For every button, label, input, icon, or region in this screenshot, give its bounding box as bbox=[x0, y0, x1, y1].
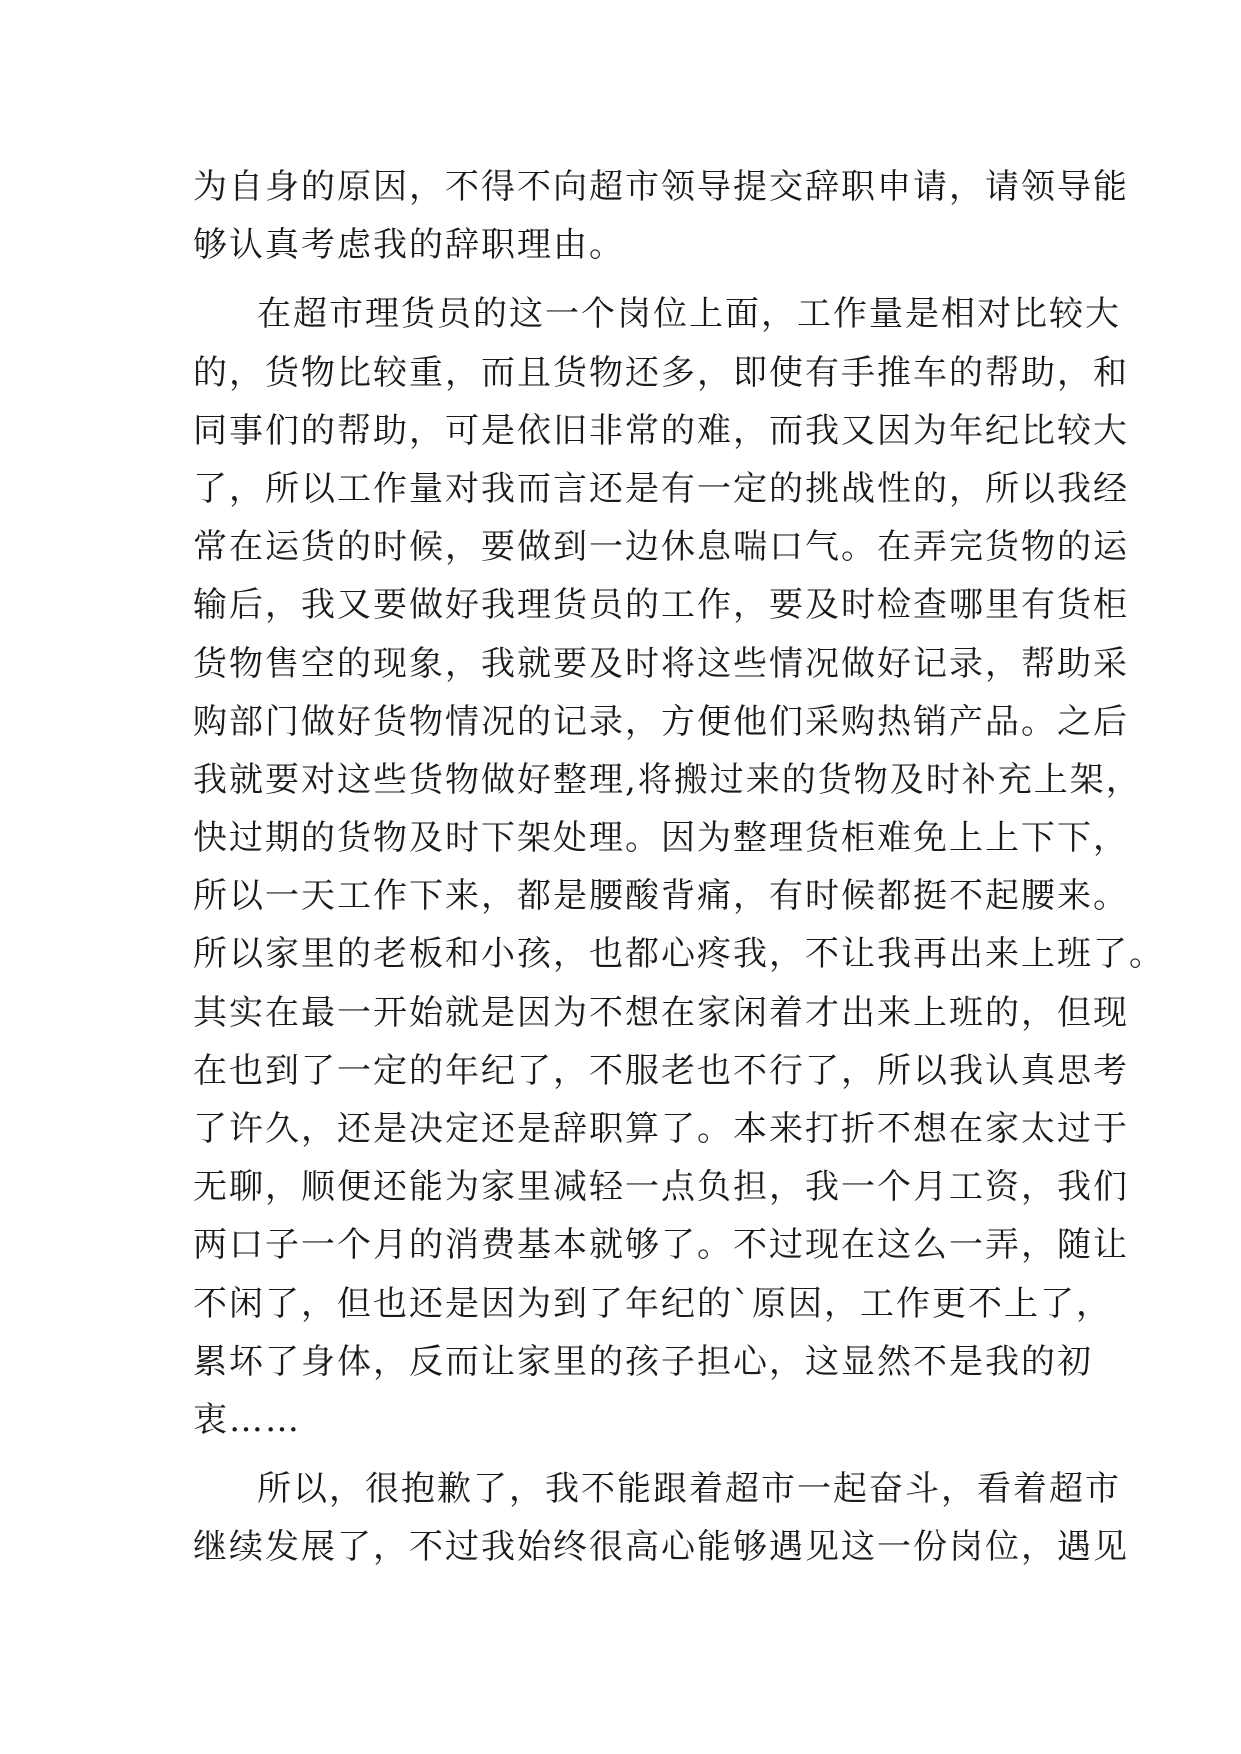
text-line: 快过期的货物及时下架处理。因为整理货柜难免上上下下， bbox=[193, 818, 1129, 859]
text-line: 不闲了，但也还是因为到了年纪的`原因，工作更不上了， bbox=[193, 1283, 1112, 1324]
text-line: 输后，我又要做好我理货员的工作，要及时检查哪里有货柜 bbox=[193, 585, 1129, 626]
paragraph-2 bbox=[193, 285, 1165, 1449]
text-line: 常在运货的时候，要做到一边休息喘口气。在弄完货物的运 bbox=[193, 527, 1129, 568]
text-line: 所以家里的老板和小孩，也都心疼我，不让我再出来上班了。 bbox=[193, 934, 1165, 975]
text-line: 了，所以工作量对我而言还是有一定的挑战性的，所以我经 bbox=[193, 468, 1129, 509]
text-line: 为自身的原因，不得不向超市领导提交辞职申请，请领导能 bbox=[193, 167, 1129, 207]
text-line: 同事们的帮助，可是依旧非常的难，而我又因为年纪比较大 bbox=[193, 410, 1129, 451]
text-line: 所以，很抱歉了，我不能跟着超市一起奋斗，看着超市 bbox=[257, 1469, 1121, 1510]
paragraph-3 bbox=[193, 1460, 1129, 1576]
text-line: 够认真考虑我的辞职理由。 bbox=[193, 225, 625, 266]
letter-body bbox=[193, 158, 1165, 1577]
text-line: 继续发展了，不过我始终很高心能够遇见这一份岗位，遇见 bbox=[193, 1527, 1129, 1568]
text-line: 在超市理货员的这一个岗位上面，工作量是相对比较大 bbox=[257, 294, 1121, 335]
paragraph-1 bbox=[193, 158, 1129, 274]
text-line: 我就要对这些货物做好整理,将搬过来的货物及时补充上架， bbox=[193, 759, 1142, 800]
text-line: 无聊，顺便还能为家里减轻一点负担，我一个月工资，我们 bbox=[193, 1167, 1129, 1208]
text-line: 两口子一个月的消费基本就够了。不过现在这么一弄，随让 bbox=[193, 1225, 1129, 1266]
text-line: 衷…… bbox=[193, 1399, 301, 1440]
text-line: 所以一天工作下来，都是腰酸背痛，有时候都挺不起腰来。 bbox=[193, 876, 1129, 917]
text-line: 了许久，还是决定还是辞职算了。本来打折不想在家太过于 bbox=[193, 1109, 1129, 1149]
text-line: 购部门做好货物情况的记录，方便他们采购热销产品。之后 bbox=[193, 701, 1129, 742]
text-line: 其实在最一开始就是因为不想在家闲着才出来上班的，但现 bbox=[193, 992, 1129, 1033]
text-line: 在也到了一定的年纪了，不服老也不行了，所以我认真思考 bbox=[193, 1050, 1129, 1091]
text-line: 的，货物比较重，而且货物还多，即使有手推车的帮助，和 bbox=[193, 352, 1129, 393]
text-line: 累坏了身体，反而让家里的孩子担心，这显然不是我的初 bbox=[193, 1341, 1093, 1382]
text-line: 货物售空的现象，我就要及时将这些情况做好记录，帮助采 bbox=[193, 643, 1129, 684]
